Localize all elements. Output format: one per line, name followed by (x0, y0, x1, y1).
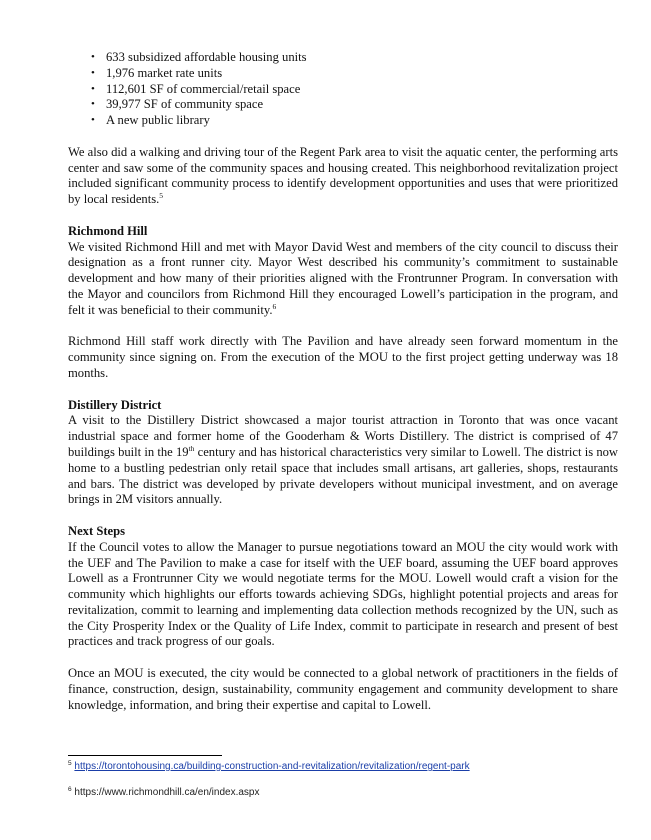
bullet-icon: • (91, 66, 95, 79)
bullet-icon: • (91, 98, 95, 111)
footnote-6: $^6$ https://www.richmondhill.ca/en/index.aspx (68, 786, 260, 798)
footnote-5-link[interactable]: https://torontohousing.ca/building-construction-and-revitalization/revitalization/regent-park (74, 761, 470, 772)
list-item: • A new public library (91, 113, 210, 128)
richmond-hill-heading: Richmond Hill (68, 223, 148, 238)
distillery-district-paragraph: A visit to the Distillery District showcased a major tourist attraction in Toronto that was once vacant industrial space and former home of the Gooderham & Worts Distillery. The district is comprised of 47 buildings built in the 19th century and has historical characteristics very similar to Lowell. The district is now home to a bustling pedestrian only retail space that includes small artisans, art galleries, shops, restaurants and bars. The district was developed by private developers without municipal investment, and on average brings in 2M visitors annually. (68, 413, 619, 507)
document-page (68, 50, 618, 713)
footnote-5: $^5$ https://torontohousing.ca/building-construction-and-revitalization/revitalization/regent-park (68, 760, 470, 772)
footnote-separator (68, 755, 222, 756)
footnote-ref-6[interactable]: 6 (272, 301, 277, 311)
list-item: • 633 subsidized affordable housing units (91, 50, 307, 64)
list-item: • 112,601 SF of commercial/retail space (91, 81, 301, 96)
next-steps-heading: Next Steps (68, 523, 126, 538)
richmond-hill-paragraph-1: We visited Richmond Hill and met with Mayor David West and members of the city council to discuss their designation as a front runner city. Mayor West described his community’s commitment to sustainable development and how many of their priorities aligned with the Frontrunner Program. In conversation with the Mayor and councilors from Richmond Hill they encouraged Lowell’s participation in the program, and felt it was beneficial to their community.$^6$ (68, 239, 618, 317)
bullet-icon: • (91, 51, 95, 63)
distillery-district-heading: Distillery District (68, 397, 162, 412)
richmond-hill-paragraph-2: Richmond Hill staff work directly with The Pavilion and have already seen forward momentum in the community since signing on. From the execution of the MOU to the first project getting underway was 18 months. (68, 334, 618, 380)
list-item: • 39,977 SF of community space (91, 97, 264, 112)
next-steps-paragraph-2: Once an MOU is executed, the city would be connected to a global network of practitioners in the fields of finance, construction, design, sustainability, community engagement and community development to share knowledge, information, and bring their expertise and capital to Lowell. (68, 666, 618, 712)
list-item: • 1,976 market rate units (91, 65, 223, 80)
footnote-6-url: https://www.richmondhill.ca/en/index.aspx (74, 787, 260, 798)
bullet-icon: • (91, 114, 95, 127)
regent-park-paragraph: We also did a walking and driving tour of the Regent Park area to visit the aquatic center, the performing arts center and saw some of the community spaces and housing created. This neighborhood revitalization project included significant community process to identify development opportunities and uses that were prioritized by local residents.$^5$ (68, 144, 618, 207)
next-steps-paragraph-1: If the Council votes to allow the Manager to pursue negotiations toward an MOU the city would work with the UEF and The Pavilion to make a case for itself with the UEF board, assuming the UEF board approves Lowell as a Frontrunner City we would negotiate terms for the MOU. Lowell would craft a vision for the community which highlights our efforts towards achieving SDGs, highlight potential projects and areas for revitalization, commit to learning and implementing data collection methods recognized by the UN, such as the City Prosperity Index or the Quality of Life Index, commit to participate in research and present of best practices and track progress of our goals. (68, 539, 618, 649)
footnote-ref-5[interactable]: 5 (159, 191, 164, 201)
regent-park-stats-list (68, 50, 618, 129)
bullet-icon: • (91, 82, 95, 95)
